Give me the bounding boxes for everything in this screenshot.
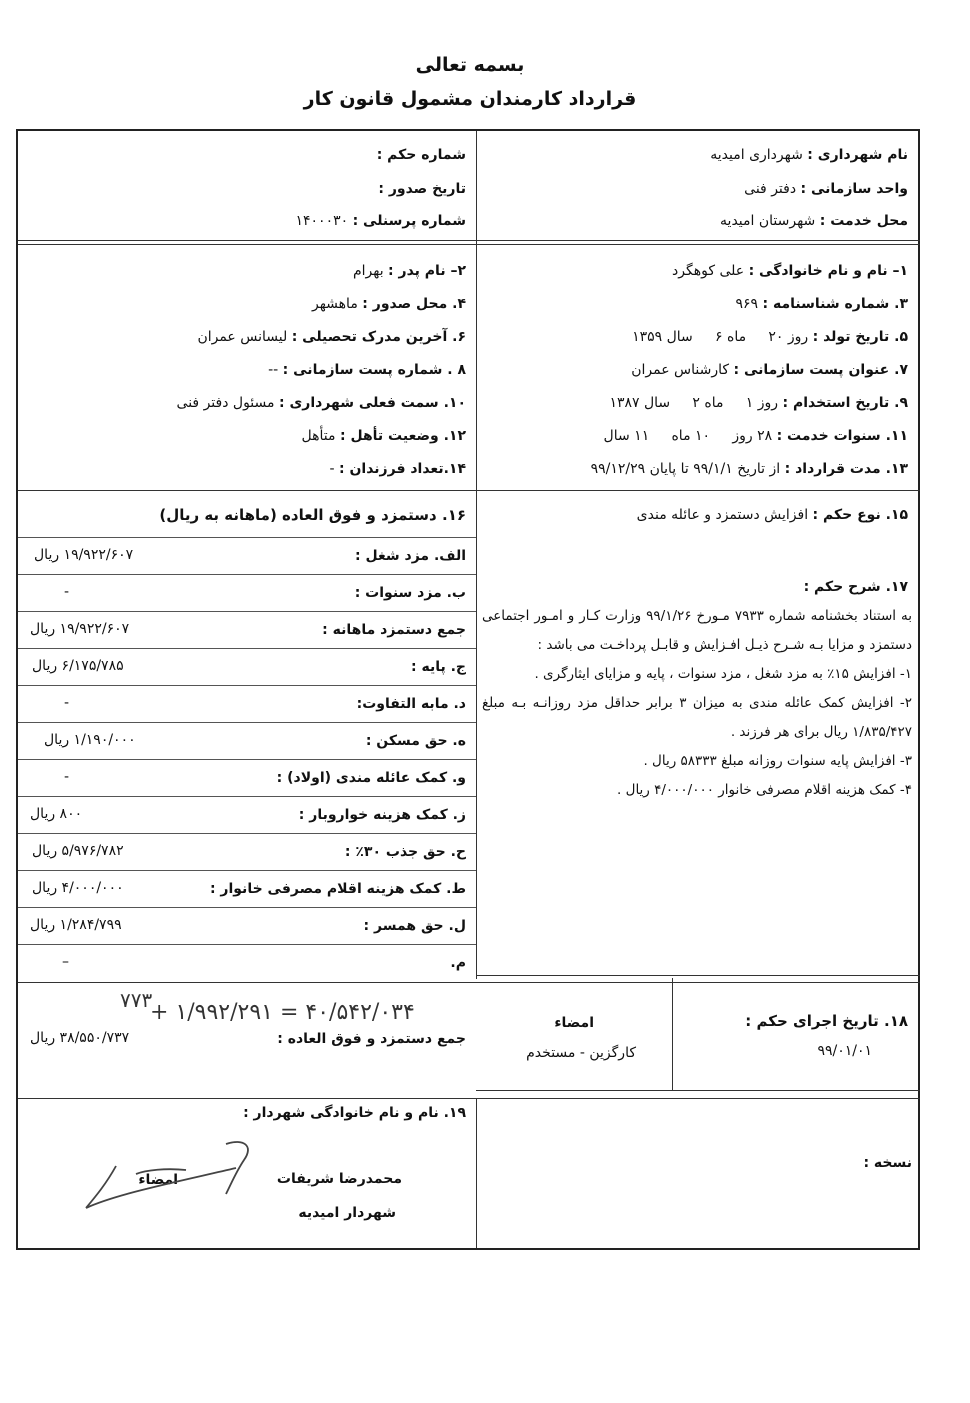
wages-total-value: ۳۸/۵۵۰/۷۳۷ ریال [30,1030,130,1046]
post-number-field: ۸ . شماره پست سازمانی : -- [268,362,466,378]
mayor-name: محمدرضا شریفات [276,1171,402,1187]
wage-row-label: ل. حق همسر : [363,918,466,934]
handwritten-note: ۷۷۳ [120,988,153,1012]
description-label: ۱۷. شرح حکم : [803,579,908,595]
mayor-label: ۱۹. نام و نام خانوادگی شهردار : [243,1105,466,1121]
wage-row-value: - [64,584,70,600]
description-item: ۱- افزایش ۱۵٪ به مزد شغل ، مزد سنوات ، پایه و مزایای ایثارگری . [534,666,912,682]
wage-row-value: ۶/۱۷۵/۷۸۵ ریال [32,658,124,674]
wage-row-value: - [64,769,70,785]
employer-sign-label: امضاء [554,1015,594,1031]
issue-date-field: تاریخ صدور : [378,181,466,197]
wage-row-label: جمع دستمزد ماهانه : [322,622,466,638]
id-number-field: ۳. شماره شناسنامه : ۹۶۹ [735,296,908,312]
wages-total-label: جمع دستمزد و فوق العاده : [277,1031,466,1047]
contract-period-field: ۱۳. مدت قرارداد : از تاریخ ۹۹/۱/۱ تا پایان ۹۹/۱۲/۲۹ [590,461,908,477]
wages-title: ۱۶. دستمزد و فوق العاده (ماهانه به ریال) [159,506,466,524]
wage-row-label: ط. کمک هزینه اقلام مصرفی خانوار : [209,881,466,897]
wage-row-value: ۴/۰۰۰/۰۰۰ ریال [32,880,124,896]
description-paragraph: به استناد بخشنامه شماره ۷۹۳۳ مـورخ ۹۹/۱/۲۶ وزارت کـار و امـور اجتماعی دستمزد و مزایا بـه شـرح ذیـل افـزایش و قابـل پرداخـت می باشد : [482,608,912,653]
description-body [482,602,912,805]
document-title: قرارداد کارمندان مشمول قانون کار [303,88,637,110]
order-number-field: شماره حکم : [376,147,466,163]
wage-row-value: ۱۹/۹۲۲/۶۰۷ ریال [34,547,134,563]
description-item: ۳- افزایش پایه سنوات روزانه مبلغ ۵۸۳۳۳ ریال . [643,753,912,769]
wage-row-label: ح. حق جذب ۳۰٪ : [344,844,466,860]
execution-date: ۹۹/۰۱/۰۱ [817,1043,872,1059]
wage-row-label: ه. حق مسکن : [365,733,466,749]
unit-field: واحد سازمانی : دفتر فنی [744,181,908,197]
father-name-field: ۲– نام پدر : بهرام [352,263,466,279]
employer-sign-role: کارگزین - مستخدم [526,1045,636,1061]
description-item: ۴- کمک هزینه اقلام مصرفی خانوار ۴/۰۰۰/۰۰۰ ریال . [617,782,912,798]
basmala: بسمه تعالی [415,54,525,76]
wage-row-value: ۱۹/۹۲۲/۶۰۷ ریال [30,621,130,637]
wage-row-label: د. مابه التفاوت: [356,696,466,712]
birth-date-field: ۵. تاریخ تولد : روز ۲۰ ماه ۶ سال ۱۳۵۹ [632,329,908,345]
wage-row-label: ز. کمک هزینه خواروبار : [298,807,466,823]
education-field: ۶. آخرین مدرک تحصیلی : لیسانس عمران [197,329,466,345]
wage-row-label: م. [450,955,466,971]
wage-row-value: ۱/۱۹۰/۰۰۰ ریال [44,732,136,748]
wage-row-label: ج. پایه : [410,659,466,675]
current-role-field: ۱۰. سمت فعلی شهرداری : مسئول دفتر فنی [176,395,466,411]
wage-row-label: و. کمک عائله مندی (اولاد) : [276,770,466,786]
municipality-field: نام شهرداری : شهرداری امیدیه [710,147,908,163]
wage-row-value: – [62,954,69,970]
marital-status-field: ۱۲. وضعیت تأهل : متأهل [301,428,466,444]
location-field: محل خدمت : شهرستان امیدیه [720,213,908,229]
issue-place-field: ۴. محل صدور : ماهشهر [312,296,466,312]
post-title-field: ۷. عنوان پست سازمانی : کارشناس عمران [631,362,908,378]
mayor-title: شهردار امیدیه [298,1205,396,1221]
mayor-signature [76,1134,276,1224]
wage-row-value: ۸۰۰ ریال [30,806,83,822]
order-type-field: ۱۵. نوع حکم : افزایش دستمزد و عائله مندی [636,507,908,523]
hire-date-field: ۹. تاریخ استخدام : روز ۱ ماه ۲ سال ۱۳۸۷ [609,395,908,411]
copy-label: نسخه : [863,1155,912,1171]
handwritten-total: ۴۰/۵۴۲/۰۳۴ = ۱/۹۹۲/۲۹۱ + [150,1000,415,1025]
execution-date-label: ۱۸. تاریخ اجرای حکم : [745,1012,908,1030]
wage-row-value: ۵/۹۷۶/۷۸۲ ریال [32,843,124,859]
wage-row-value: ۱/۲۸۴/۷۹۹ ریال [30,917,122,933]
wage-row-value: - [64,695,70,711]
full-name-field: ۱– نام و نام خانوادگی : علی کوهگرد [672,263,908,279]
children-count-field: ۱۴.تعداد فرزندان : - [329,461,466,477]
personnel-number-field: شماره پرسنلی : ۱۴۰۰۰۳۰ [295,213,466,229]
wage-row-label: ب. مزد سنوات : [354,585,466,601]
service-years-field: ۱۱. سنوات خدمت : ۲۸ روز ۱۰ ماه ۱۱ سال [603,428,908,444]
description-item: ۲- افزایش کمک عائله مندی به میزان ۳ برابر حداقل مزد روزانـه بـه مبلغ ۱/۸۳۵/۴۲۷ ریال برای هر فرزند . [482,695,912,740]
wage-row-label: الف. مزد شغل : [355,548,466,564]
mayor-sign-word: امضاء [138,1172,178,1188]
